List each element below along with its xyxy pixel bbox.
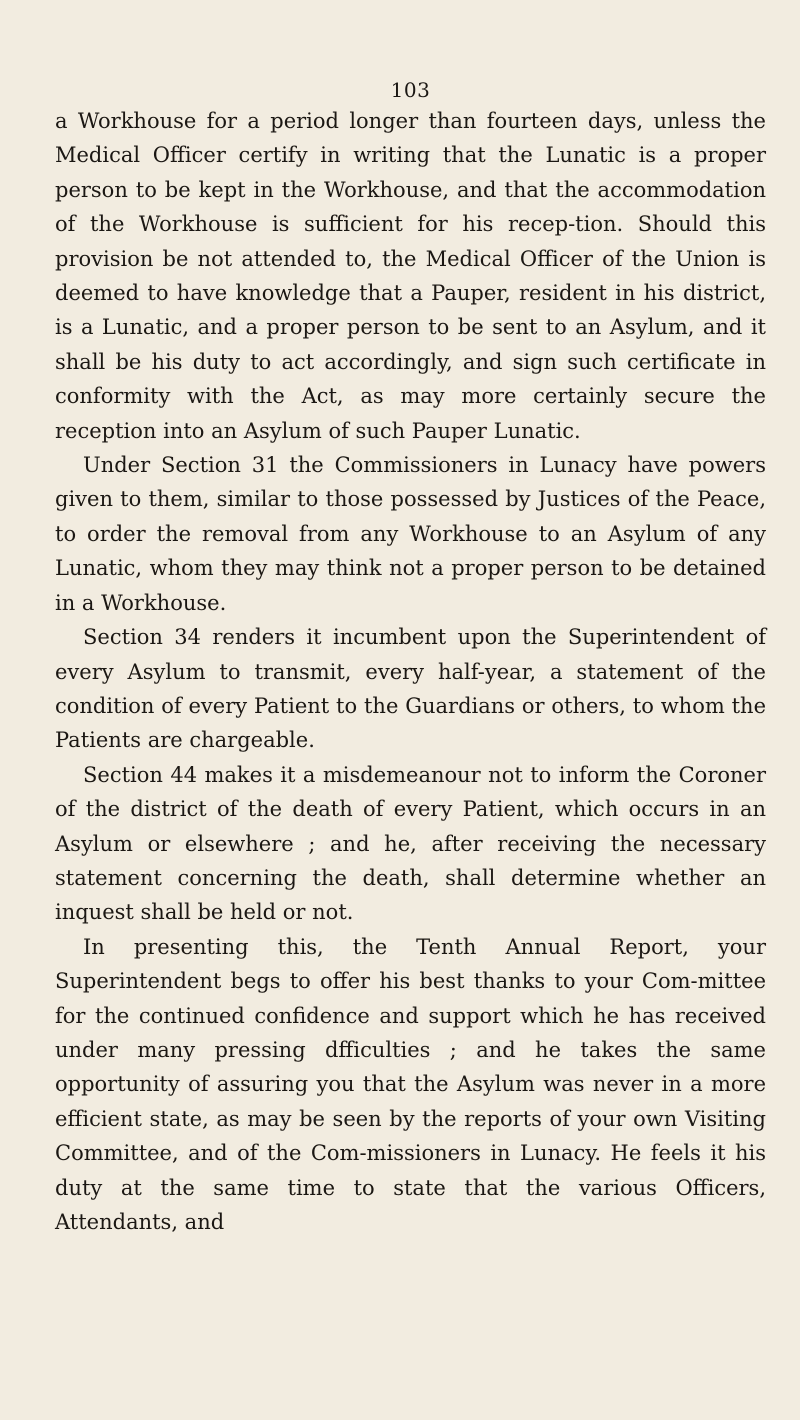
paragraph-annual-report: In presenting this, the Tenth Annual Report, your Superintendent begs to offer his best thanks to your Com-mittee for the continued confidence and support which he has received under many pressing dfficulties ; and he takes the same opportunity of assuring you that the Asylum was never in a more efficient state, as may be seen by the reports of your own Visiting Committee, and of the Com-missioners in Lunacy. He feels it his duty at the same time to state that the various Officers, Attendants, and — [55, 934, 766, 1234]
page-number: 103 — [390, 78, 431, 102]
paragraph-section-34: Section 34 renders it incumbent upon the Superintendent of every Asylum to transmit, every half-year, a statement of the condition of every Patient to the Guardians or others, to whom the Patients are chargeable. — [55, 625, 766, 753]
paragraph-workhouse-provision: a Workhouse for a period longer than fourteen days, unless the Medical Officer certify in writing that the Lunatic is a proper person to be kept in the Workhouse, and that the accommodation of the Workhouse is sufficient for his recep-tion. Should this provision be not attended to, the Medical Officer of the Union is deemed to have knowledge that a Pauper, resident in his district, is a Lunatic, and a proper person to be sent to an Asylum, and it shall be his duty to act accordingly, and sign such certificate in conformity with the Act, as may more certainly secure the reception into an Asylum of such Pauper Lunatic. — [55, 109, 766, 443]
paragraph-section-44: Section 44 makes it a misdemeanour not to inform the Coroner of the district of the death of every Patient, which occurs in an Asylum or elsewhere ; and he, after receiving the necessary statement concerning the death, shall determine whether an inquest shall be held or not. — [55, 762, 766, 925]
paragraph-section-31: Under Section 31 the Commissioners in Lunacy have powers given to them, similar to those possessed by Justices of the Peace, to order the removal from any Workhouse to an Asylum of any Lunatic, whom they may think not a proper person to be detained in a Workhouse. — [55, 453, 766, 615]
body-text — [55, 104, 766, 1239]
